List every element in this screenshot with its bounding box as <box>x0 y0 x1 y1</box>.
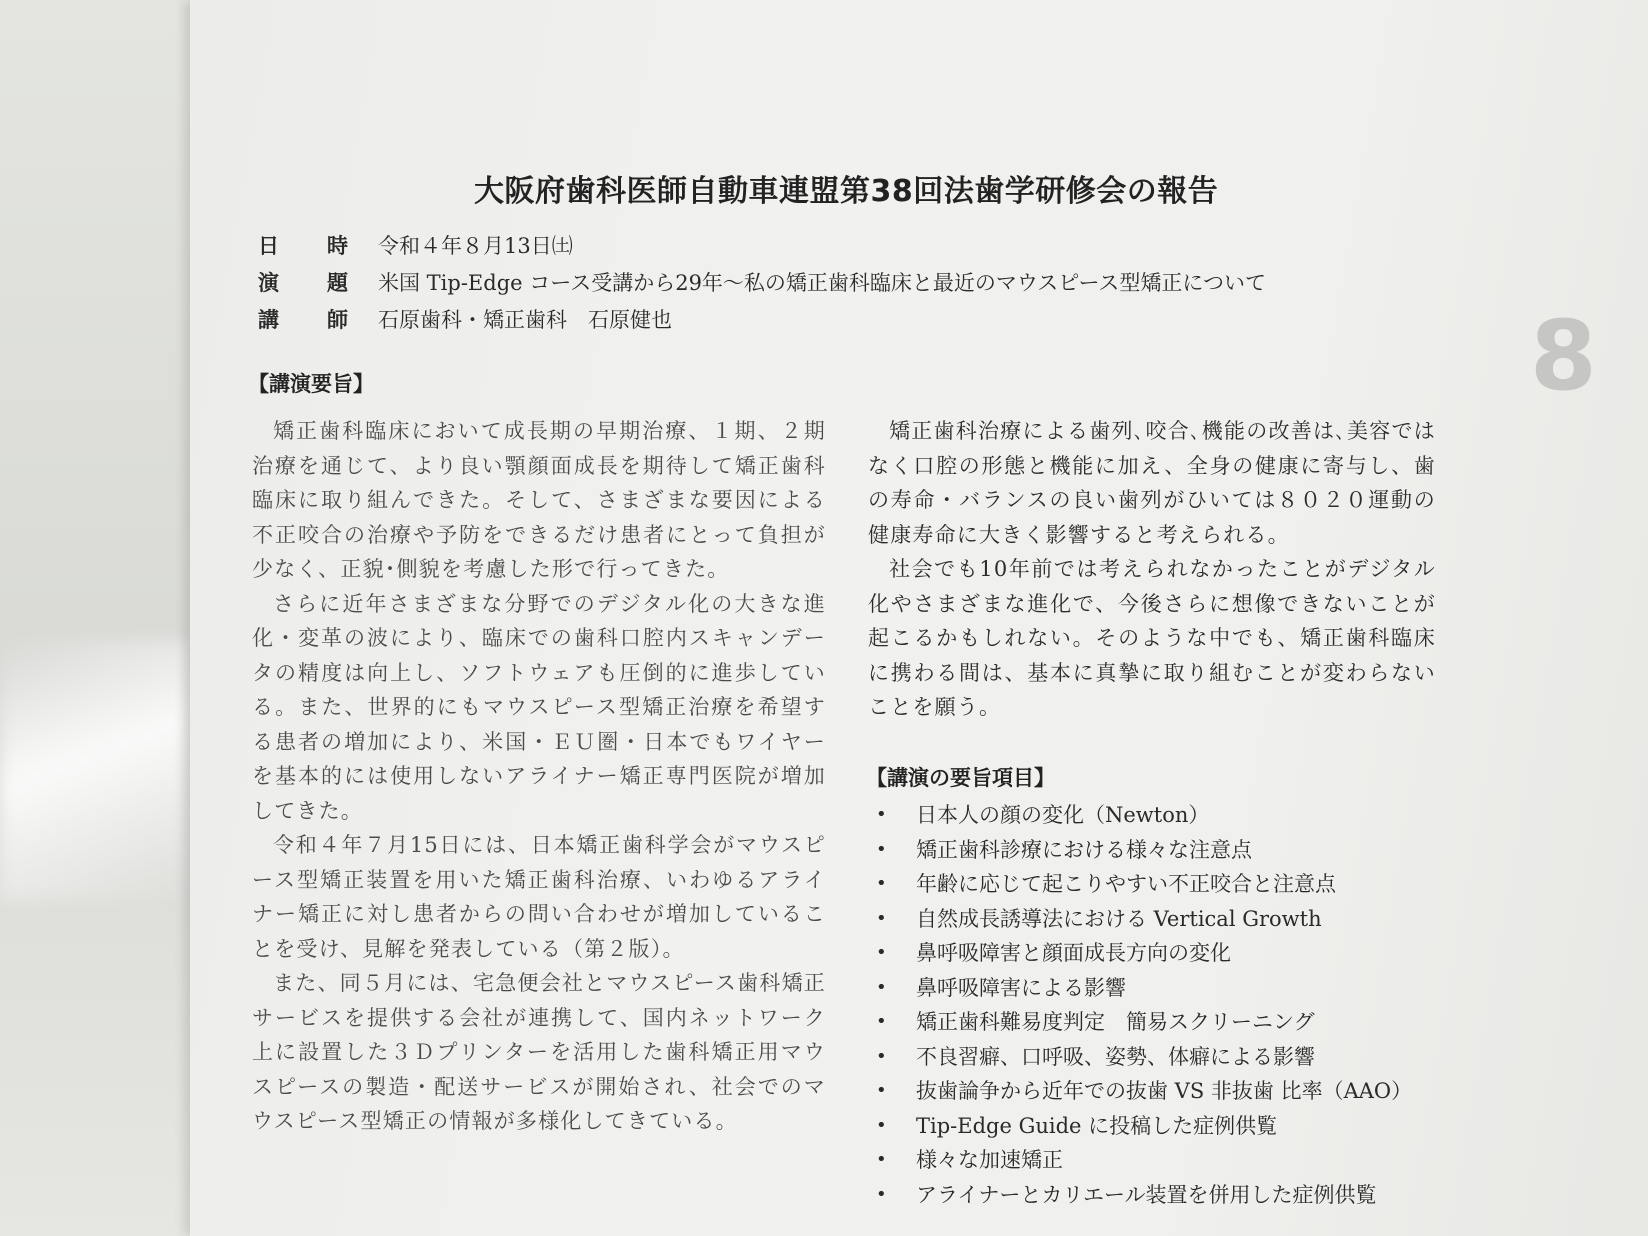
list-item <box>872 971 1452 1006</box>
meta-value: 米国 Tip-Edge コース受講から29年～私の矯正歯科臨床と最近のマウスピース型矯正について <box>378 271 1266 295</box>
list-item <box>872 936 1452 971</box>
list-item <box>872 1143 1452 1178</box>
list-item <box>872 833 1452 868</box>
list-item <box>872 1074 1452 1109</box>
summary-paragraph: 矯正歯科臨床において成長期の早期治療、１期、２期治療を通じて、より良い顎顔面成長を期待して矯正歯科臨床に取り組んできた。そして、さまざまな要因による不正咬合の治療や予防をできるだけ患者にとって負担が少なく、正貌･側貌を考慮した形で行ってきた。 <box>252 419 826 581</box>
list-item <box>872 1109 1452 1144</box>
meta-topic <box>258 267 1266 297</box>
meta-date <box>258 230 573 260</box>
bullet-icon: • <box>876 1080 887 1101</box>
summary-left-column <box>252 414 826 1139</box>
list-item <box>872 867 1452 902</box>
list-item-text: Tip-Edge Guide に投稿した症例供覧 <box>916 1113 1278 1138</box>
list-item-text: 年齢に応じて起こりやすい不正咬合と注意点 <box>916 872 1336 896</box>
list-item-text: 日本人の顔の変化（Newton） <box>916 803 1210 827</box>
bullet-icon: • <box>876 976 887 998</box>
list-item <box>872 1005 1452 1040</box>
summary-paragraph: 矯正歯科治療による歯列､咬合､機能の改善は､美容ではなく口腔の形態と機能に加え、全身の健康に寄与し、歯の寿命・バランスの良い歯列がひいては８０２０運動の健康寿命に大きく影響すると考えられる。 <box>868 419 1436 547</box>
bullet-icon: • <box>876 1011 887 1032</box>
summary-right-column <box>868 414 1436 725</box>
bullet-icon: • <box>876 942 887 963</box>
desk-background <box>0 0 200 1236</box>
bullet-icon: • <box>876 907 887 929</box>
list-item <box>872 1040 1452 1075</box>
list-item-text: 鼻呼吸障害と顔面成長方向の変化 <box>916 941 1231 965</box>
meta-label: 講 師 <box>258 307 350 332</box>
meta-value: 令和４年８月13日㈯ <box>378 234 573 258</box>
list-item-text: 様々な加速矯正 <box>916 1148 1063 1172</box>
list-item-text: 鼻呼吸障害による影響 <box>916 975 1126 1000</box>
list-item-text: 矯正歯科難易度判定 簡易スクリーニング <box>916 1010 1315 1034</box>
bullet-icon: • <box>876 804 887 825</box>
summary-paragraph: さらに近年さまざまな分野でのデジタル化の大きな進化・変革の波により、臨床での歯科口腔内スキャンデータの精度は向上し、ソフトウェアも圧倒的に進歩している。また、世界的にもマウスピース型矯正治療を希望する患者の増加により、米国・ＥＵ圏・日本でもワイヤーを基本的には使用しないアライナー矯正専門医院が増加してきた。 <box>252 591 826 823</box>
report-title: 大阪府歯科医師自動車連盟第38回法歯学研修会の報告 <box>474 174 1219 209</box>
summary-heading: 【講演要旨】 <box>248 372 374 396</box>
list-item-text: 不良習癖、口呼吸、姿勢、体癖による影響 <box>916 1044 1315 1069</box>
bullet-icon: • <box>876 838 887 860</box>
light-glare <box>0 640 190 900</box>
list-item <box>872 1178 1452 1213</box>
list-item-text: 矯正歯科診療における様々な注意点 <box>916 837 1252 862</box>
meta-label: 演 題 <box>258 270 350 295</box>
bullet-icon: • <box>876 1114 887 1136</box>
list-item-text: 自然成長誘導法における Vertical Growth <box>916 906 1322 931</box>
meta-lecturer <box>258 304 672 334</box>
list-item-text: 抜歯論争から近年での抜歯 VS 非抜歯 比率（AAO） <box>916 1079 1413 1103</box>
bullet-icon: • <box>876 1045 887 1067</box>
summary-paragraph: 令和４年７月15日には、日本矯正歯科学会がマウスピース型矯正装置を用いた矯正歯科治療、いわゆるアライナー矯正に対し患者からの問い合わせが増加していることを受け、見解を発表している（第２版）。 <box>252 833 826 961</box>
list-item <box>872 902 1452 937</box>
bullet-icon: • <box>876 1149 887 1170</box>
list-item <box>872 798 1452 833</box>
bullet-icon: • <box>876 1183 887 1205</box>
list-item-text: アライナーとカリエール装置を併用した症例供覧 <box>916 1182 1377 1207</box>
meta-label: 日 時 <box>258 233 350 258</box>
meta-value: 石原歯科・矯正歯科 石原健也 <box>378 308 672 332</box>
items-heading: 【講演の要旨項目】 <box>866 766 1055 790</box>
bullet-icon: • <box>876 873 887 894</box>
summary-paragraph: 社会でも10年前では考えられなかったことがデジタル化やさまざまな進化で、今後さらに想像できないことが起こるかもしれない。そのような中でも、矯正歯科臨床に携わる間は、基本に真摯に取り組むことが変わらないことを願う。 <box>868 557 1436 719</box>
topic-list <box>872 798 1452 1212</box>
show-through-digit: 8 <box>1530 300 1597 412</box>
summary-paragraph: また、同５月には、宅急便会社とマウスピース歯科矯正サービスを提供する会社が連携して、国内ネットワーク上に設置した３Ｄプリンターを活用した歯科矯正用マウスピースの製造・配送サービスが開始され、社会でのマウスピース型矯正の情報が多様化してきている。 <box>252 971 826 1133</box>
